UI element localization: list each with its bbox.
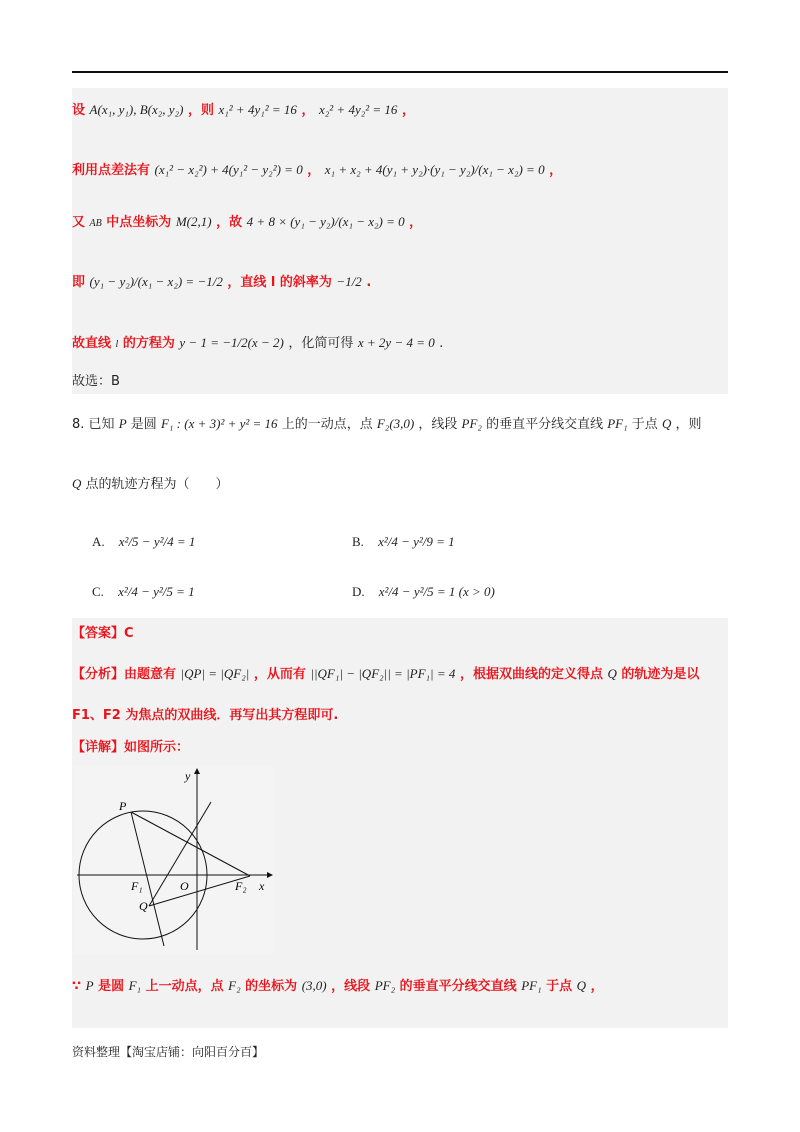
segment-label: PF₁ — [607, 416, 628, 431]
point-label: Q — [72, 476, 82, 491]
text: ，从而有 — [253, 667, 306, 682]
label-f1: F₁ — [131, 879, 143, 893]
answer-value: C — [124, 626, 134, 641]
hyperbola-figure — [73, 766, 273, 954]
analysis-line-1 — [72, 664, 699, 685]
label-y: y — [185, 769, 191, 783]
label-f2: F₂ — [235, 879, 247, 893]
question-line-2 — [72, 474, 229, 495]
line-label: l — [115, 339, 119, 350]
text: 的垂直平分线交直线 — [399, 979, 517, 994]
text: 于点 — [631, 417, 658, 432]
text: ， — [307, 163, 321, 178]
segment-label: AB — [89, 218, 102, 229]
segment-label: PF₂ — [461, 416, 482, 431]
option-d[interactable] — [352, 582, 495, 603]
text: 设 — [72, 103, 86, 118]
option-label: D. — [352, 584, 365, 599]
text: ，线段 — [418, 417, 458, 432]
text: ， — [590, 979, 604, 994]
equation: (x₁² − x₂²) + 4(y₁² − y₂²) = 0 — [154, 162, 303, 177]
equation: x + 2y − 4 = 0 — [357, 335, 435, 350]
point-label: P — [85, 978, 94, 993]
segment-pf2 — [131, 812, 250, 876]
option-label: C. — [92, 584, 104, 599]
text: 即 — [72, 275, 86, 290]
text: 的坐标为 — [245, 979, 298, 994]
text: 于点 — [546, 979, 573, 994]
text: 是圆 — [130, 417, 157, 432]
question-number: 8. — [72, 417, 85, 432]
text: 的垂直平分线交直线 — [486, 417, 604, 432]
text: ， — [549, 163, 563, 178]
point-label: F₂(3,0) — [376, 416, 415, 431]
midpoint-expr: M(2,1) — [175, 214, 212, 229]
option-expression: x²/4 − y²/5 = 1 — [118, 584, 195, 599]
text: 故直线 — [72, 336, 112, 351]
equation: ||QF₁| − |QF₂|| = |PF₁| = 4 — [310, 666, 456, 681]
solution-line-4 — [72, 272, 371, 293]
header-rule — [72, 71, 728, 73]
option-a[interactable] — [92, 532, 195, 553]
solution-line-3 — [72, 212, 422, 234]
detail-line — [72, 738, 189, 758]
equation: |QP| = |QF₂| — [180, 666, 250, 681]
text: 如图所示： — [124, 740, 190, 755]
equation: 4 + 8 × (y₁ − y₂)/(x₁ − x₂) = 0 — [246, 214, 405, 229]
solution-line-1 — [72, 100, 415, 121]
text: 点的轨迹方程为（ ） — [85, 477, 229, 492]
text: ，化简可得 — [288, 336, 354, 351]
text: 上一动点，点 — [145, 979, 224, 994]
text: 是圆 — [98, 979, 125, 994]
option-label: B. — [352, 534, 364, 549]
conclusion-line — [72, 976, 604, 997]
option-c[interactable] — [92, 582, 195, 603]
coordinate: (3,0) — [301, 978, 327, 993]
equation: x₁ + x₂ + 4(y₁ + y₂)·(y₁ − y₂)/(x₁ − x₂) = 0 — [324, 162, 545, 177]
figure-svg — [73, 766, 273, 954]
text: F1、F2 为焦点的双曲线．再写出其方程即可. — [72, 708, 339, 723]
option-expression: x²/4 − y²/9 = 1 — [378, 534, 455, 549]
analysis-tag: 【分析】 — [72, 667, 125, 682]
text: 的轨迹为是以 — [621, 667, 700, 682]
text: . — [366, 275, 372, 290]
text: ，线段 — [331, 979, 371, 994]
text: 的方程为 — [122, 336, 175, 351]
y-axis-arrow-icon — [194, 768, 200, 774]
text: ，根据双曲线的定义得点 — [459, 667, 603, 682]
text: ，直线 l 的斜率为 — [227, 275, 332, 290]
segment-label: PF₂ — [374, 978, 396, 993]
text: ，则 — [187, 103, 214, 118]
detail-tag: 【详解】 — [72, 740, 125, 755]
solution-line-2 — [72, 160, 562, 181]
question-line-1 — [72, 414, 701, 435]
label-x: x — [259, 879, 265, 893]
x-axis-arrow-icon — [267, 872, 273, 878]
circle-equation: F₁ : (x + 3)² + y² = 16 — [160, 416, 278, 431]
text: 利用点差法有 — [72, 163, 151, 178]
text: ， — [301, 103, 315, 118]
label-o: O — [180, 879, 189, 893]
equation: x₂² + 4y₂² = 16 — [318, 102, 398, 117]
footer-credit: 资料整理【淘宝店铺：向阳百分百】 — [72, 1045, 265, 1059]
point-label: P — [118, 416, 127, 431]
point-label: Q — [661, 416, 672, 431]
text: . — [439, 336, 444, 351]
text: 已知 — [88, 417, 115, 432]
option-label: A. — [92, 534, 105, 549]
text: ， — [401, 103, 415, 118]
text: 中点坐标为 — [106, 215, 172, 230]
option-expression: x²/4 − y²/5 = 1 (x > 0) — [378, 584, 495, 599]
answer-line — [72, 624, 134, 644]
previous-choice — [72, 372, 120, 392]
analysis-line-2 — [72, 706, 338, 726]
text: 又 — [72, 215, 86, 230]
point-label: Q — [576, 978, 587, 993]
text: 由题意有 — [124, 667, 177, 682]
points-expr: A(x₁, y₁), B(x₂, y₂) — [89, 102, 184, 117]
text: 上的一动点，点 — [281, 417, 373, 432]
equation: x₁² + 4y₁² = 16 — [218, 102, 297, 117]
equation: (y₁ − y₂)/(x₁ − x₂) = −1/2 — [89, 274, 223, 289]
text: ，则 — [675, 417, 702, 432]
equation: y − 1 = −1/2(x − 2) — [179, 335, 284, 350]
because-symbol: ∵ — [72, 979, 82, 994]
slope-value: −1/2 — [336, 274, 362, 289]
text: ，故 — [216, 215, 243, 230]
segment-label: PF₁ — [521, 978, 542, 993]
solution-line-5 — [72, 333, 443, 355]
point-label: Q — [607, 666, 617, 681]
label-q: Q — [139, 899, 148, 913]
text: ， — [409, 215, 423, 230]
option-expression: x²/5 − y²/4 = 1 — [118, 534, 196, 549]
answer-tag: 【答案】 — [72, 626, 125, 641]
choice-text: 故选：B — [72, 374, 120, 389]
point-label: F₂ — [228, 978, 241, 993]
point-label: F₁ — [128, 978, 142, 993]
label-p: P — [119, 799, 127, 813]
option-b[interactable] — [352, 532, 455, 553]
